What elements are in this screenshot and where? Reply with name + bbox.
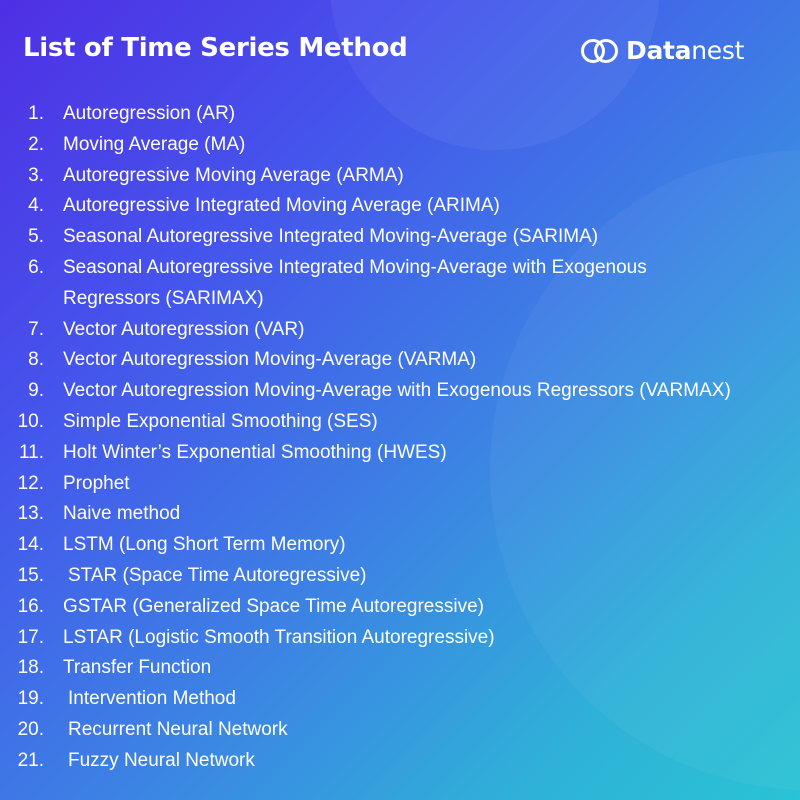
list-item xyxy=(0,253,800,315)
item-text: Seasonal Autoregressive Integrated Moving-Average (SARIMA) xyxy=(63,226,599,248)
list-item xyxy=(0,99,800,130)
method-list xyxy=(0,99,800,777)
item-text: Intervention Method xyxy=(68,688,236,710)
list-item xyxy=(0,407,800,438)
list-item xyxy=(0,130,800,161)
page-title: List of Time Series Method xyxy=(23,33,408,63)
list-item xyxy=(0,161,800,192)
list-item xyxy=(0,191,800,222)
list-item xyxy=(0,592,800,623)
item-text: GSTAR (Generalized Space Time Autoregressive) xyxy=(63,595,484,617)
item-number: 19. xyxy=(17,688,44,710)
item-text: Fuzzy Neural Network xyxy=(68,749,255,771)
item-number: 7. xyxy=(28,318,44,340)
item-number: 2. xyxy=(28,133,44,155)
item-number: 17. xyxy=(17,626,44,648)
item-text: Vector Autoregression Moving-Average with Exogenous Regressors (VARMAX) xyxy=(63,380,731,402)
list-item xyxy=(0,315,800,346)
item-text: Autoregressive Moving Average (ARMA) xyxy=(63,164,404,186)
item-number: 8. xyxy=(28,349,44,371)
item-text-continuation: Regressors (SARIMAX) xyxy=(63,287,264,309)
item-number: 18. xyxy=(17,657,44,679)
list-item xyxy=(0,345,800,376)
list-item xyxy=(0,746,800,777)
item-text: Holt Winter’s Exponential Smoothing (HWES) xyxy=(63,441,447,463)
item-number: 10. xyxy=(17,410,44,432)
item-text: LSTAR (Logistic Smooth Transition Autoregressive) xyxy=(63,626,495,648)
list-item xyxy=(0,376,800,407)
item-text: Autoregressive Integrated Moving Average (ARIMA) xyxy=(63,195,500,217)
item-text: Prophet xyxy=(63,472,130,494)
list-item xyxy=(0,561,800,592)
item-number: 21. xyxy=(17,749,44,771)
item-text: Seasonal Autoregressive Integrated Moving-Average with Exogenous xyxy=(63,256,647,278)
item-text: Vector Autoregression (VAR) xyxy=(63,318,305,340)
list-item xyxy=(0,222,800,253)
item-text: Recurrent Neural Network xyxy=(68,718,288,740)
item-text: Moving Average (MA) xyxy=(63,133,246,155)
list-item xyxy=(0,653,800,684)
brand-name xyxy=(626,33,744,69)
item-text: Simple Exponential Smoothing (SES) xyxy=(63,410,378,432)
item-number: 9. xyxy=(28,380,44,402)
item-number: 15. xyxy=(17,564,44,586)
datanest-logo xyxy=(580,33,744,69)
item-text: Transfer Function xyxy=(63,657,212,679)
list-item xyxy=(0,623,800,654)
list-item xyxy=(0,684,800,715)
item-number: 5. xyxy=(28,226,44,248)
item-number: 11. xyxy=(18,441,44,463)
item-text: STAR (Space Time Autoregressive) xyxy=(68,564,367,586)
interlocking-circles-logo-icon xyxy=(580,34,622,68)
brand-name-regular: nest xyxy=(691,36,745,65)
list-item xyxy=(0,469,800,500)
item-text: Naive method xyxy=(63,503,181,525)
list-item xyxy=(0,530,800,561)
list-item xyxy=(0,499,800,530)
item-number: 16. xyxy=(17,595,44,617)
item-number: 6. xyxy=(28,256,44,278)
brand-name-bold: Data xyxy=(626,36,692,65)
list-item xyxy=(0,715,800,746)
item-number: 3. xyxy=(28,164,44,186)
item-text: LSTM (Long Short Term Memory) xyxy=(63,534,346,556)
item-number: 20. xyxy=(17,718,44,740)
item-number: 13. xyxy=(17,503,44,525)
item-text: Vector Autoregression Moving-Average (VARMA) xyxy=(63,349,477,371)
item-number: 1. xyxy=(28,103,44,124)
item-number: 14. xyxy=(17,534,44,556)
item-number: 4. xyxy=(28,195,44,217)
item-text: Autoregression (AR) xyxy=(63,103,236,124)
list-item xyxy=(0,438,800,469)
item-number: 12. xyxy=(17,472,44,494)
